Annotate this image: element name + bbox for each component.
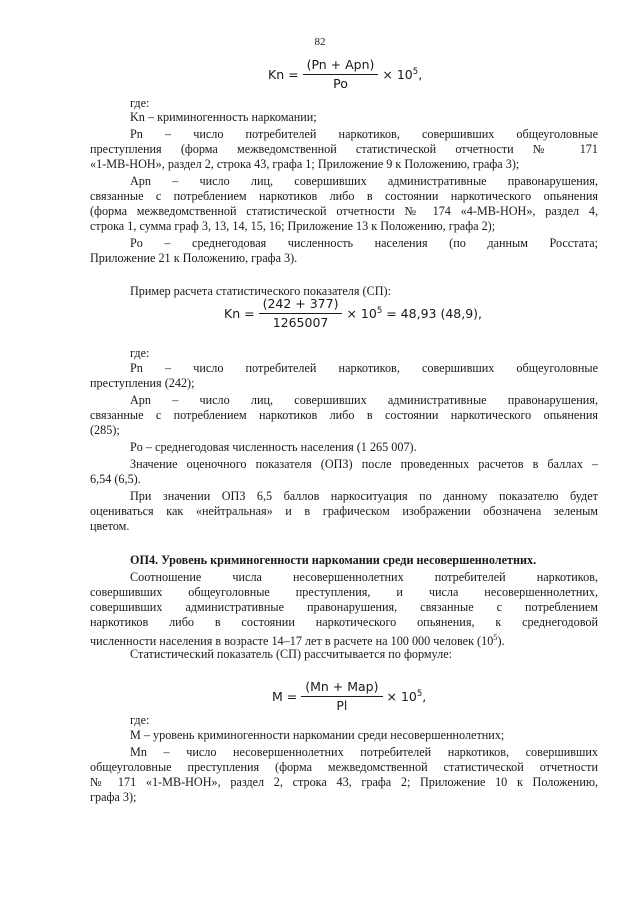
text-line: наркотиков либо в состоянии наркотического опьянения, к среднегодовой: [90, 615, 598, 629]
text-line: Mn – число несовершеннолетних потребителей наркотиков, совершивших: [130, 745, 598, 759]
text-line: связанные с потреблением наркотиков либо в состоянии наркотического опьянения: [90, 408, 598, 422]
formula-kn: [268, 58, 422, 91]
text-line: совершивших административные правонарушения, связанные с потреблением: [90, 600, 598, 614]
text-line: совершивших общеуголовные преступления, и числа несовершеннолетних,: [90, 585, 598, 599]
text-line: Приложение 21 к Положению, графа 3).: [90, 251, 298, 265]
formula-lhs: Kn =: [268, 67, 299, 82]
fraction: [301, 680, 382, 713]
formula-multiplier: × $10^5$,: [386, 688, 427, 705]
section-heading: ОП4. Уровень криминогенности наркомании среди несовершеннолетних.: [130, 553, 537, 567]
formula-lhs: M =: [272, 689, 298, 704]
text-line: Соотношение числа несовершеннолетних потребителей наркотиков,: [130, 570, 598, 584]
text-line: При значении ОПЗ 6,5 баллов наркоситуация по данному показателю будет: [130, 489, 598, 503]
fraction-numerator: (Pn + Apn): [303, 58, 379, 75]
text-line: цветом.: [90, 519, 130, 533]
formula-example: [224, 297, 482, 330]
example-title: Пример расчета статистического показателя (СП):: [130, 284, 391, 298]
text-line: преступления (242);: [90, 376, 195, 390]
text-line: графа 3);: [90, 790, 137, 804]
formula-lhs: Kn =: [224, 306, 255, 321]
text-line: где:: [130, 96, 150, 110]
text-line: «1-МВ-НОН», раздел 2, строка 43, графа 1; Приложение 9 к Положению, графа 3);: [90, 157, 520, 171]
text-line: Статистический показатель (СП) рассчитывается по формуле:: [130, 647, 452, 661]
formula-m: [272, 680, 426, 713]
text-line: (285);: [90, 423, 120, 437]
text-line: Значение оценочного показателя (ОПЗ) после проведенных расчетов в баллах –: [130, 457, 598, 471]
formula-multiplier: × $10^5$,: [382, 66, 423, 83]
text-line: Apn – число лиц, совершивших административные правонарушения,: [130, 174, 598, 188]
text-line: оцениваться как «нейтральная» и в графическом изображении обозначена зеленым: [90, 504, 598, 518]
text-line: Po – среднегодовая численность населения (по данным Росстата;: [130, 236, 598, 250]
text-line: (форма межведомственной статистической отчетности № 174 «4-МВ-НОН», раздел 4,: [90, 204, 598, 218]
text-line: Apn – число лиц, совершивших административные правонарушения,: [130, 393, 598, 407]
text-line: преступления (форма межведомственной статистической отчетности № 171: [90, 142, 598, 156]
fraction: [259, 297, 343, 330]
text-line: Pn – число потребителей наркотиков, совершивших общеуголовные: [130, 361, 598, 375]
text-line: M – уровень криминогенности наркомании среди несовершеннолетних;: [130, 728, 505, 742]
fraction-denominator: Pl: [336, 698, 348, 713]
fraction-denominator: 1265007: [272, 315, 329, 330]
text-line: общеуголовные преступления (форма межведомственной статистической отчетности: [90, 760, 598, 774]
fraction-numerator: (242 + 377): [259, 297, 343, 314]
text-line: Pn – число потребителей наркотиков, совершивших общеуголовные: [130, 127, 598, 141]
text-line: Kn – криминогенность наркомании;: [130, 110, 317, 124]
text-line: где:: [130, 346, 150, 360]
text-line: № 171 «1-МВ-НОН», раздел 2, строка 43, графа 2; Приложение 10 к Положению,: [90, 775, 598, 789]
text-line: связанные с потреблением наркотиков либо в состоянии наркотического опьянения: [90, 189, 598, 203]
page-number: 82: [314, 36, 326, 48]
text-line: строка 1, сумма граф 3, 13, 14, 15, 16; Приложение 13 к Положению, графа 2);: [90, 219, 496, 233]
fraction: [303, 58, 379, 91]
text-line: где:: [130, 713, 150, 727]
fraction-denominator: Po: [333, 76, 348, 91]
fraction-numerator: (Mn + Map): [301, 680, 382, 697]
text-line: Po – среднегодовая численность населения (1 265 007).: [130, 440, 417, 454]
text-line: численности населения в возрасте 14–17 лет в расчете на 100 000 человек $(10^5)$.: [90, 632, 505, 649]
text-line: 6,54 (6,5).: [90, 472, 141, 486]
formula-multiplier: × $10^5 = 48,93$ (48,9),: [346, 305, 483, 322]
